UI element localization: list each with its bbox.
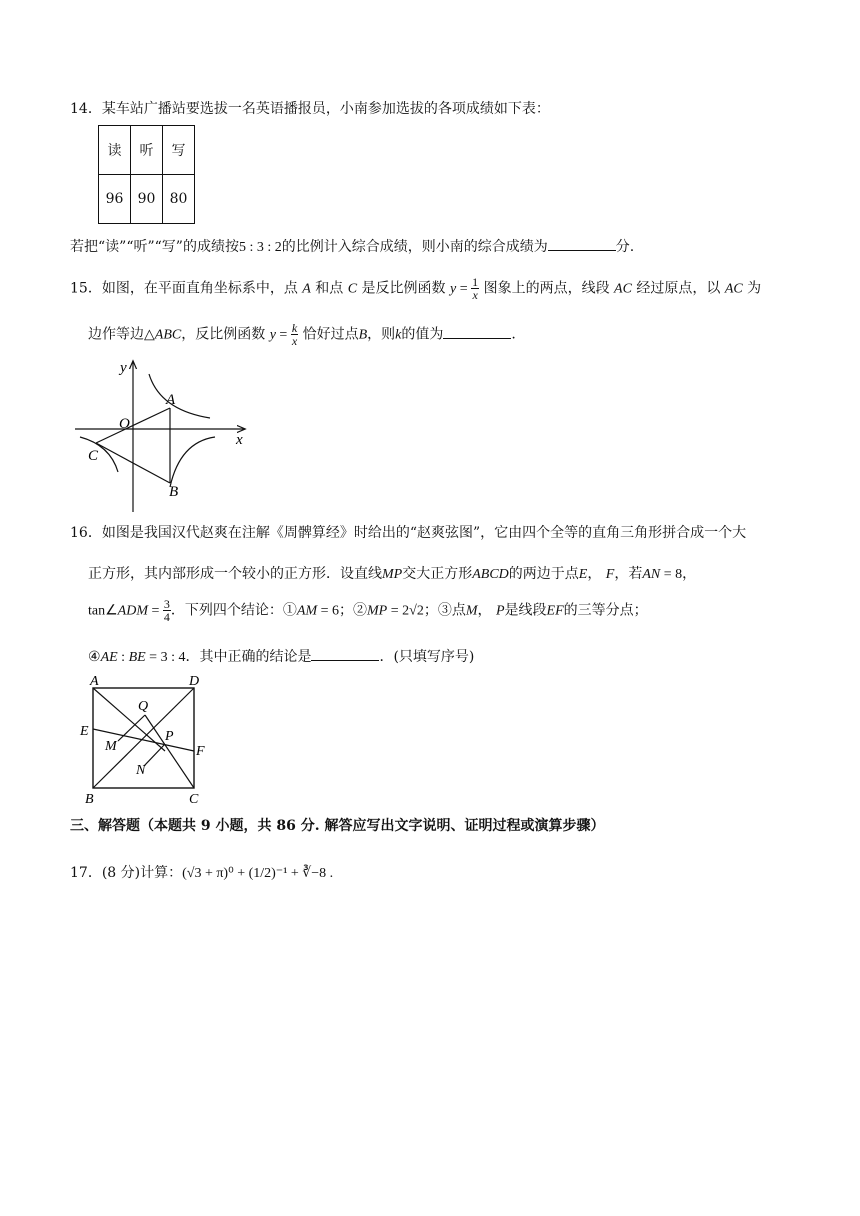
text: = 3 : 4 <box>145 650 186 665</box>
table-cell-listen: 90 <box>131 175 163 224</box>
text: ，则 <box>367 326 396 343</box>
text: 的三等分点； <box>563 602 648 619</box>
text: ④ <box>88 649 101 665</box>
var: AC <box>724 281 743 297</box>
k-hyperbola-branch <box>170 437 215 487</box>
label-o: O <box>119 416 130 432</box>
label-c: C <box>189 792 199 807</box>
label-n: N <box>136 763 146 778</box>
text: 恰好过点 <box>302 326 359 343</box>
var: MP <box>367 603 388 619</box>
text: 若把“读”“听”“写”的成绩按 <box>70 239 239 255</box>
var: y <box>269 327 276 343</box>
text: 正方形，其内部形成一个较小的正方形．设直线 <box>88 566 382 582</box>
text: 的比例计入综合成绩，则小南的综合成绩为 <box>281 239 548 255</box>
var: ABC <box>154 327 182 343</box>
label-y: y <box>120 360 127 376</box>
fraction-1-over-x <box>471 276 479 301</box>
question-16-line4: ④AE : BE = 3 : 4．其中正确的结论是 ．(只填写序号) <box>88 646 474 666</box>
answer-blank <box>548 236 616 251</box>
coordinate-figure <box>70 352 260 517</box>
label-m: M <box>105 739 117 754</box>
fraction-k-over-x <box>291 322 298 347</box>
text: 如图是我国汉代赵爽在注解《周髀算经》时给出的“赵爽弦图”，它由四个全等的直角三角形拼合成一个大 <box>101 525 747 541</box>
table-header-listen: 听 <box>131 126 163 175</box>
text: 是反比例函数 <box>361 280 446 297</box>
var: A <box>302 281 311 297</box>
answer-blank <box>443 324 511 339</box>
question-text: 某车站广播站要选拔一名英语播报员，小南参加选拔的各项成绩如下表： <box>101 101 550 117</box>
question-number: 17． <box>70 865 102 881</box>
question-16-line2: 正方形，其内部形成一个较小的正方形．设直线MP交大正方形ABCD的两边于点E， F，若AN = 8， <box>88 566 697 582</box>
fraction-3-over-4 <box>163 598 171 623</box>
table-row <box>99 175 195 224</box>
answer-blank <box>311 646 379 661</box>
question-number: 14． <box>70 101 102 117</box>
ratio: 5 : 3 : 2 <box>238 240 282 255</box>
question-14-line2 <box>70 236 634 256</box>
var: MP <box>382 567 403 582</box>
label-a: A <box>90 674 99 689</box>
segment-pn <box>144 744 165 766</box>
text: 如图，在平面直角坐标系中，点 <box>101 280 298 297</box>
text: 交大正方形 <box>402 566 473 582</box>
var: y <box>450 281 457 297</box>
score: (8 分) <box>101 865 141 881</box>
label-p: P <box>165 729 174 744</box>
question-15-line1: 15．如图，在平面直角坐标系中，点 A 和点 C 是反比例函数 y = $\frac{1}{x}$ 图象上的两点，线段 AC 经过原点，以 AC 为 <box>70 275 762 302</box>
label-b: B <box>169 484 179 500</box>
text: ，若 <box>614 566 643 582</box>
var: AE <box>100 650 118 665</box>
var: EF <box>546 603 564 619</box>
text: ．下列四个结论：① <box>170 602 297 619</box>
var: B <box>358 327 368 343</box>
denominator: x <box>472 288 478 302</box>
var: AC <box>614 281 632 297</box>
var: M <box>465 603 478 619</box>
question-14-line1 <box>70 98 550 118</box>
text: . <box>511 326 516 343</box>
segment-an <box>93 688 165 751</box>
var: P <box>495 603 505 619</box>
text: 分. <box>615 239 635 255</box>
table-header-read: 读 <box>99 126 131 175</box>
var: k <box>395 327 402 343</box>
label-x: x <box>236 432 243 448</box>
text: ．其中正确的结论是 <box>185 649 312 665</box>
expression: (√3 + π)⁰ + (1/2)⁻¹ + ∛−8 . <box>182 866 334 881</box>
label-e: E <box>80 724 89 739</box>
segment-qc <box>145 715 194 788</box>
label-q: Q <box>138 699 149 714</box>
hyperbola-upper-branch <box>149 374 210 418</box>
label-d: D <box>189 674 200 689</box>
text: 为 <box>747 280 762 297</box>
text: 经过原点，以 <box>636 280 721 297</box>
var: AM <box>296 603 318 619</box>
var: AN <box>642 567 661 582</box>
table-row <box>99 126 195 175</box>
denominator: x <box>291 334 298 348</box>
text: 边作等边△ <box>88 326 155 343</box>
text: 和点 <box>315 280 344 297</box>
var: F <box>605 567 615 582</box>
text: 是线段 <box>504 602 547 619</box>
question-number: 16． <box>70 525 102 541</box>
var: C <box>347 281 358 297</box>
hyperbola-lower-branch <box>80 437 118 472</box>
question-number: 15． <box>70 280 102 297</box>
numerator: 3 <box>163 597 170 611</box>
text: ．(只填写序号) <box>379 649 475 665</box>
score-table <box>98 125 195 224</box>
label-f: F <box>196 744 205 759</box>
text: ，反比例函数 <box>181 326 266 343</box>
zhao-shuang-figure <box>76 672 216 807</box>
table-cell-read: 96 <box>99 175 131 224</box>
label-b: B <box>85 792 94 807</box>
question-17 <box>70 862 333 882</box>
var: ABCD <box>472 567 509 582</box>
question-16-line3: tan∠ADM = $\frac{3}{4}$ ．下列四个结论：①AM = 6；②MP = 2√2；③点M， P是线段EF的三等分点； <box>88 597 648 624</box>
question-15-line2: 边作等边△ABC，反比例函数 y = $\frac{k}{x}$ 恰好过点B，则k的值为 . <box>88 321 516 348</box>
label-a: A <box>166 392 176 408</box>
text: = 2√2；③点 <box>387 603 466 619</box>
question-16-line1 <box>70 522 746 542</box>
text: 的两边于点 <box>508 566 579 582</box>
var: ADM <box>117 603 148 619</box>
table-header-write: 写 <box>163 126 195 175</box>
text: 计算： <box>140 865 183 881</box>
text: = 6；② <box>317 603 368 619</box>
section-3-title: 三、解答题（本题共 9 小题，共 86 分. 解答应写出文字说明、证明过程或演算步骤） <box>70 818 605 834</box>
text: 图象上的两点，线段 <box>483 280 610 297</box>
var: BE <box>128 650 146 665</box>
numerator: 1 <box>472 275 479 289</box>
text: tan∠ <box>88 603 118 619</box>
text: = 8， <box>660 567 697 582</box>
denominator: 4 <box>163 610 170 624</box>
table-cell-write: 80 <box>163 175 195 224</box>
label-c: C <box>88 448 99 464</box>
var: E <box>578 567 588 582</box>
text: 的值为 <box>401 326 444 343</box>
numerator: k <box>291 321 298 335</box>
